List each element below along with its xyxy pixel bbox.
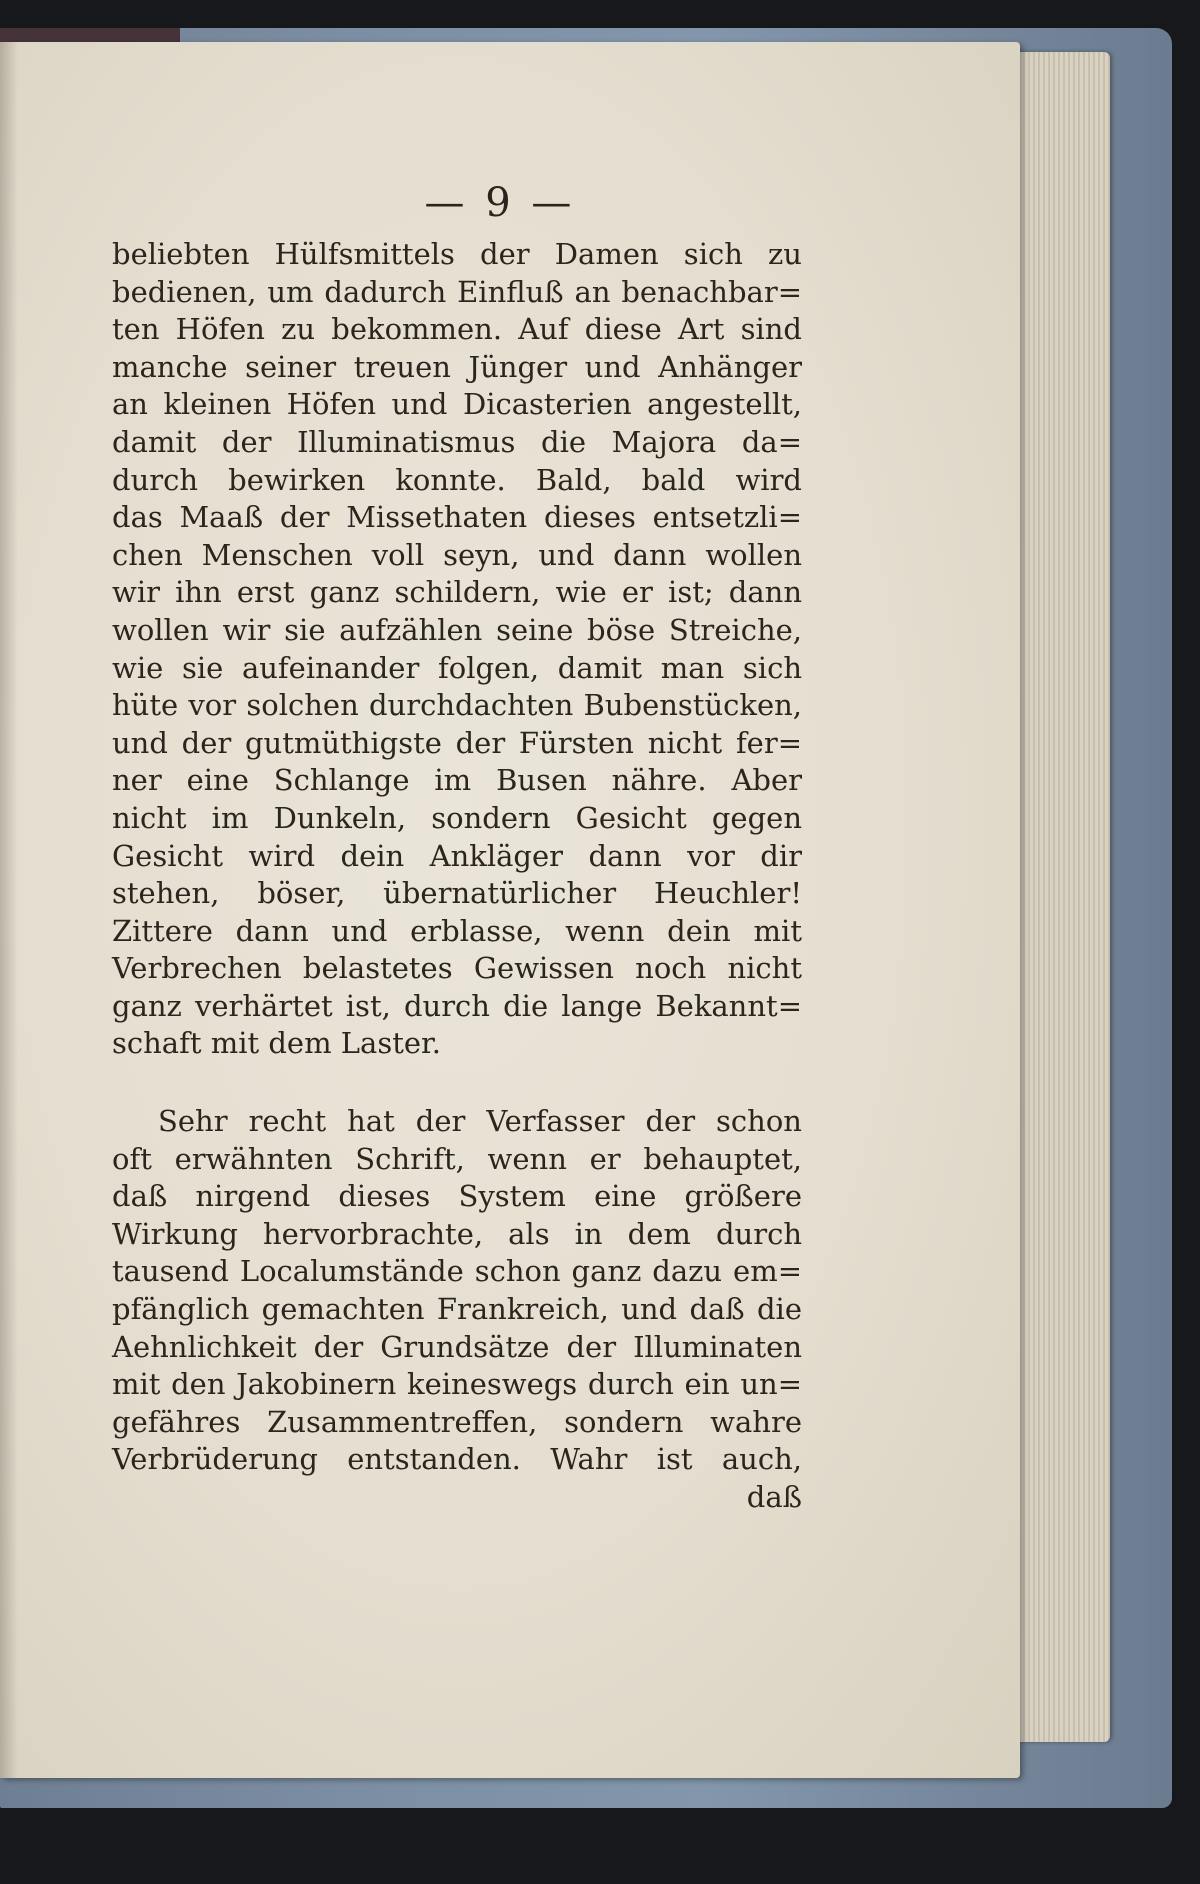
page-header: — 9 — [424, 180, 576, 226]
text-line: ner eine Schlange im Busen nähre. Aber [112, 763, 802, 798]
page-edges [1010, 52, 1110, 1742]
catchword: daß [746, 1480, 802, 1514]
text-line: Verbrüderung entstanden. Wahr ist auch, [112, 1442, 802, 1477]
text-line: Aehnlichkeit der Grundsätze der Illuminaten [112, 1329, 802, 1364]
text-line: chen Menschen voll seyn, und dann wollen [112, 537, 802, 572]
text-line: manche seiner treuen Jünger und Anhänger [112, 349, 802, 384]
text-line: wollen wir sie aufzählen seine böse Streiche, [112, 612, 802, 647]
text-line: bedienen, um dadurch Einfluß an benachbar= [112, 274, 802, 309]
text-line: beliebten Hülfsmittels der Damen sich zu [112, 237, 802, 271]
body-text [112, 236, 802, 1517]
text-line: mit den Jakobinern keineswegs durch ein un= [112, 1367, 802, 1402]
text-line: durch bewirken konnte. Bald, bald wird [112, 462, 802, 497]
text-line: damit der Illuminatismus die Majora da= [112, 424, 802, 459]
text-line: Wirkung hervorbrachte, als in dem durch [112, 1216, 802, 1251]
text-line: Zittere dann und erblasse, wenn dein mit [112, 913, 802, 948]
text-line: gefähres Zusammentreffen, sondern wahre [112, 1404, 802, 1439]
text-line: wir ihn erst ganz schildern, wie er ist; dann [112, 575, 802, 610]
text-line: Sehr recht hat der Verfasser der schon [158, 1104, 802, 1139]
paragraph-gap [112, 1063, 802, 1103]
text-line: und der gutmüthigste der Fürsten nicht fer= [112, 725, 802, 760]
text-line: wie sie aufeinander folgen, damit man sich [112, 650, 802, 685]
text-line: das Maaß der Missethaten dieses entsetzli= [112, 500, 802, 535]
text-line: nicht im Dunkeln, sondern Gesicht gegen [112, 800, 802, 835]
text-line: pfänglich gemachten Frankreich, und daß die [112, 1292, 802, 1327]
text-line: an kleinen Höfen und Dicasterien angestellt, [112, 387, 802, 422]
text-line: tausend Localumstände schon ganz dazu em= [112, 1254, 802, 1289]
text-line: hüte vor solchen durchdachten Bubenstücken, [112, 688, 802, 723]
text-line: Verbrechen belastetes Gewissen noch nicht [112, 951, 802, 986]
text-line: daß nirgend dieses System eine größere [112, 1179, 802, 1214]
text-line: ten Höfen zu bekommen. Auf diese Art sind [112, 312, 802, 347]
text-line: ganz verhärtet ist, durch die lange Bekannt= [112, 988, 802, 1023]
page-gutter [0, 42, 18, 1778]
text-line: stehen, böser, übernatürlicher Heuchler! [112, 876, 802, 911]
text-line: schaft mit dem Laster. [112, 1026, 441, 1061]
text-line: Gesicht wird dein Ankläger dann vor dir [112, 838, 802, 873]
text-line: oft erwähnten Schrift, wenn er behauptet, [112, 1141, 802, 1176]
